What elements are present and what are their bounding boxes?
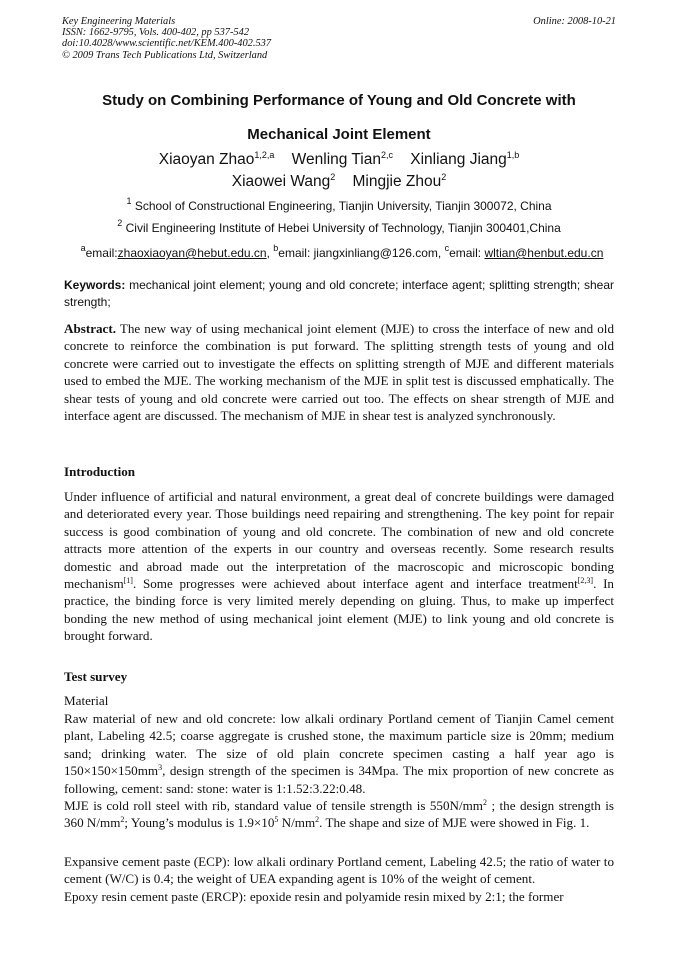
author-name: Xiaoyan Zhao [158, 151, 255, 168]
author-name: Xinliang Jiang [410, 151, 507, 168]
affiliation-1 [60, 196, 618, 213]
journal-header [62, 16, 616, 61]
introduction-paragraph [64, 488, 614, 645]
paper-title-line-2: Mechanical Joint Element [247, 126, 431, 143]
affiliation-2 [60, 218, 618, 235]
author-name: Wenling Tian [291, 151, 381, 168]
email-link-c[interactable]: wltian@henbut.edu.cn [484, 246, 604, 260]
superscript: 2 [483, 798, 487, 807]
body-text: ; the design strength is 360 N/mm [64, 798, 614, 831]
affiliation-sup: 1 [126, 196, 132, 206]
body-text: MJE is cold roll steel with rib, standard value of tensile strength is 550N/mm [64, 798, 483, 813]
material-paragraph-1 [64, 710, 614, 797]
author-line-2 [60, 172, 618, 191]
citation: [2,3] [577, 576, 594, 586]
keywords [64, 277, 614, 311]
author-sup: 2 [330, 172, 336, 182]
author-name: Mingjie Zhou [352, 173, 442, 190]
introduction-heading: Introduction [64, 464, 136, 479]
affiliation-text: Civil Engineering Institute of Hebei University of Technology, Tianjin 300401,China [125, 221, 561, 235]
material-paragraph-3: Expansive cement paste (ECP): low alkali ordinary Portland cement, Labeling 42.5; the ratio of water to cement (W/C) is 0.4; the weight of UEA expanding agent is 10% of the weight of cement. [64, 854, 614, 887]
affiliation-text: School of Constructional Engineering, Tianjin University, Tianjin 300072, China [134, 199, 552, 213]
email-b: email: jiangxinliang@126.com, [278, 246, 442, 260]
online-date: Online: 2008-10-21 [533, 16, 616, 27]
body-text: , design strength of the specimen is 34Mpa. The mix proportion of new concrete as following, cement: sand: stone: water is 1:1.52:3.22:0.48. [64, 763, 614, 796]
doi-line: doi:10.4028/www.scientific.net/KEM.400-402.537 [62, 38, 272, 50]
issn-line: ISSN: 1662-9795, Vols. 400-402, pp 537-542 [62, 27, 250, 39]
superscript: 2 [315, 815, 320, 825]
test-survey-heading: Test survey [64, 669, 128, 684]
citation: [1] [123, 576, 133, 586]
author-name: Xiaowei Wang [231, 173, 331, 190]
material-paragraph-2 [64, 797, 614, 832]
intro-text: . Some progresses were achieved about interface agent and interface treatment [132, 576, 578, 592]
copyright-line: © 2009 Trans Tech Publications Ltd, Switzerland [62, 49, 268, 61]
email-label: email: [85, 246, 118, 260]
body-text: ; Young’s modulus is 1.9×10 [124, 815, 275, 831]
abstract [64, 320, 614, 424]
email-link-a[interactable]: zhaoxiaoyan@hebut.edu.cn [117, 246, 267, 260]
author-sup: 1,2,a [254, 150, 275, 160]
email-sup: c [444, 243, 450, 253]
abstract-text: The new way of using mechanical joint element (MJE) to cross the interface of new and old concrete to reinforce the combination is put forward. The splitting strength tests of young and old concrete were carried out to investigate the effects on splitting strength of MJE and different materials used to embed the MJE. The working mechanism of the MJE in split test is discussed emphatically. The shear tests of young and old concrete were carried out too. The effects on shear strength of MJE and interface agent are discussed. The mechanism of MJE in shear test is analyzed synchronously. [64, 321, 614, 424]
body-text: . The shape and size of MJE were showed in Fig. 1. [319, 815, 590, 831]
superscript: 2 [120, 815, 125, 825]
author-line-1 [60, 150, 618, 169]
superscript: 3 [158, 763, 163, 773]
abstract-label: Abstract. [64, 321, 116, 336]
email-label: email: [449, 246, 482, 260]
email-sup: b [273, 243, 279, 253]
material-paragraph-4: Epoxy resin cement paste (ERCP): epoxide resin and polyamide resin mixed by 2:1; the former [64, 889, 564, 904]
email-line: $^a$email:zhaoxiaoyan@hebut.edu.cn, $^b$email: jiangxinliang@126.com, $^c$email: wltian@henbut.edu.cn [80, 243, 604, 260]
author-sup: 1,b [506, 150, 520, 160]
body-text: N/mm [278, 815, 316, 831]
superscript: 5 [274, 815, 279, 825]
author-sup: 2,c [380, 150, 393, 160]
author-sup: 2 [441, 172, 447, 182]
keywords-text: mechanical joint element; young and old concrete; interface agent; splitting strength; shear strength; [64, 278, 614, 309]
email-sup: a [80, 243, 86, 253]
body-text: Raw material of new and old concrete: low alkali ordinary Portland cement of Tianjin Camel cement plant, Labeling 42.5; coarse aggregate is crushed stone, the maximum particle size is 20mm; medium sand; drinking water. The size of old plain concrete specimen casting a half year ago is 150×150×150mm [64, 711, 614, 779]
affiliation-sup: 2 [117, 218, 123, 228]
keywords-label: Keywords: [64, 278, 126, 292]
intro-text: Under influence of artificial and natural environment, a great deal of concrete buildings were damaged and deteriorated every year. Those buildings need repairing and strengthening. The key point for repair success is good combination of young and old concrete. The combination of new and old concrete attracts more attention of the experts in our country and overseas recently. Some research results domestic and abroad made out the interpretation of the macroscopic and microscopic bonding mechanism [64, 489, 614, 592]
intro-text: . In practice, the binding force is very limited merely depending on gluing. Thus, to make up imperfect bonding the new method of using mechanical joint element (MJE) to link young and old concrete is brought forward. [64, 576, 614, 644]
journal-name: Key Engineering Materials [62, 16, 176, 27]
paper-title-line-1: Study on Combining Performance of Young and Old Concrete with [102, 92, 576, 109]
material-subheading: Material [64, 693, 109, 708]
